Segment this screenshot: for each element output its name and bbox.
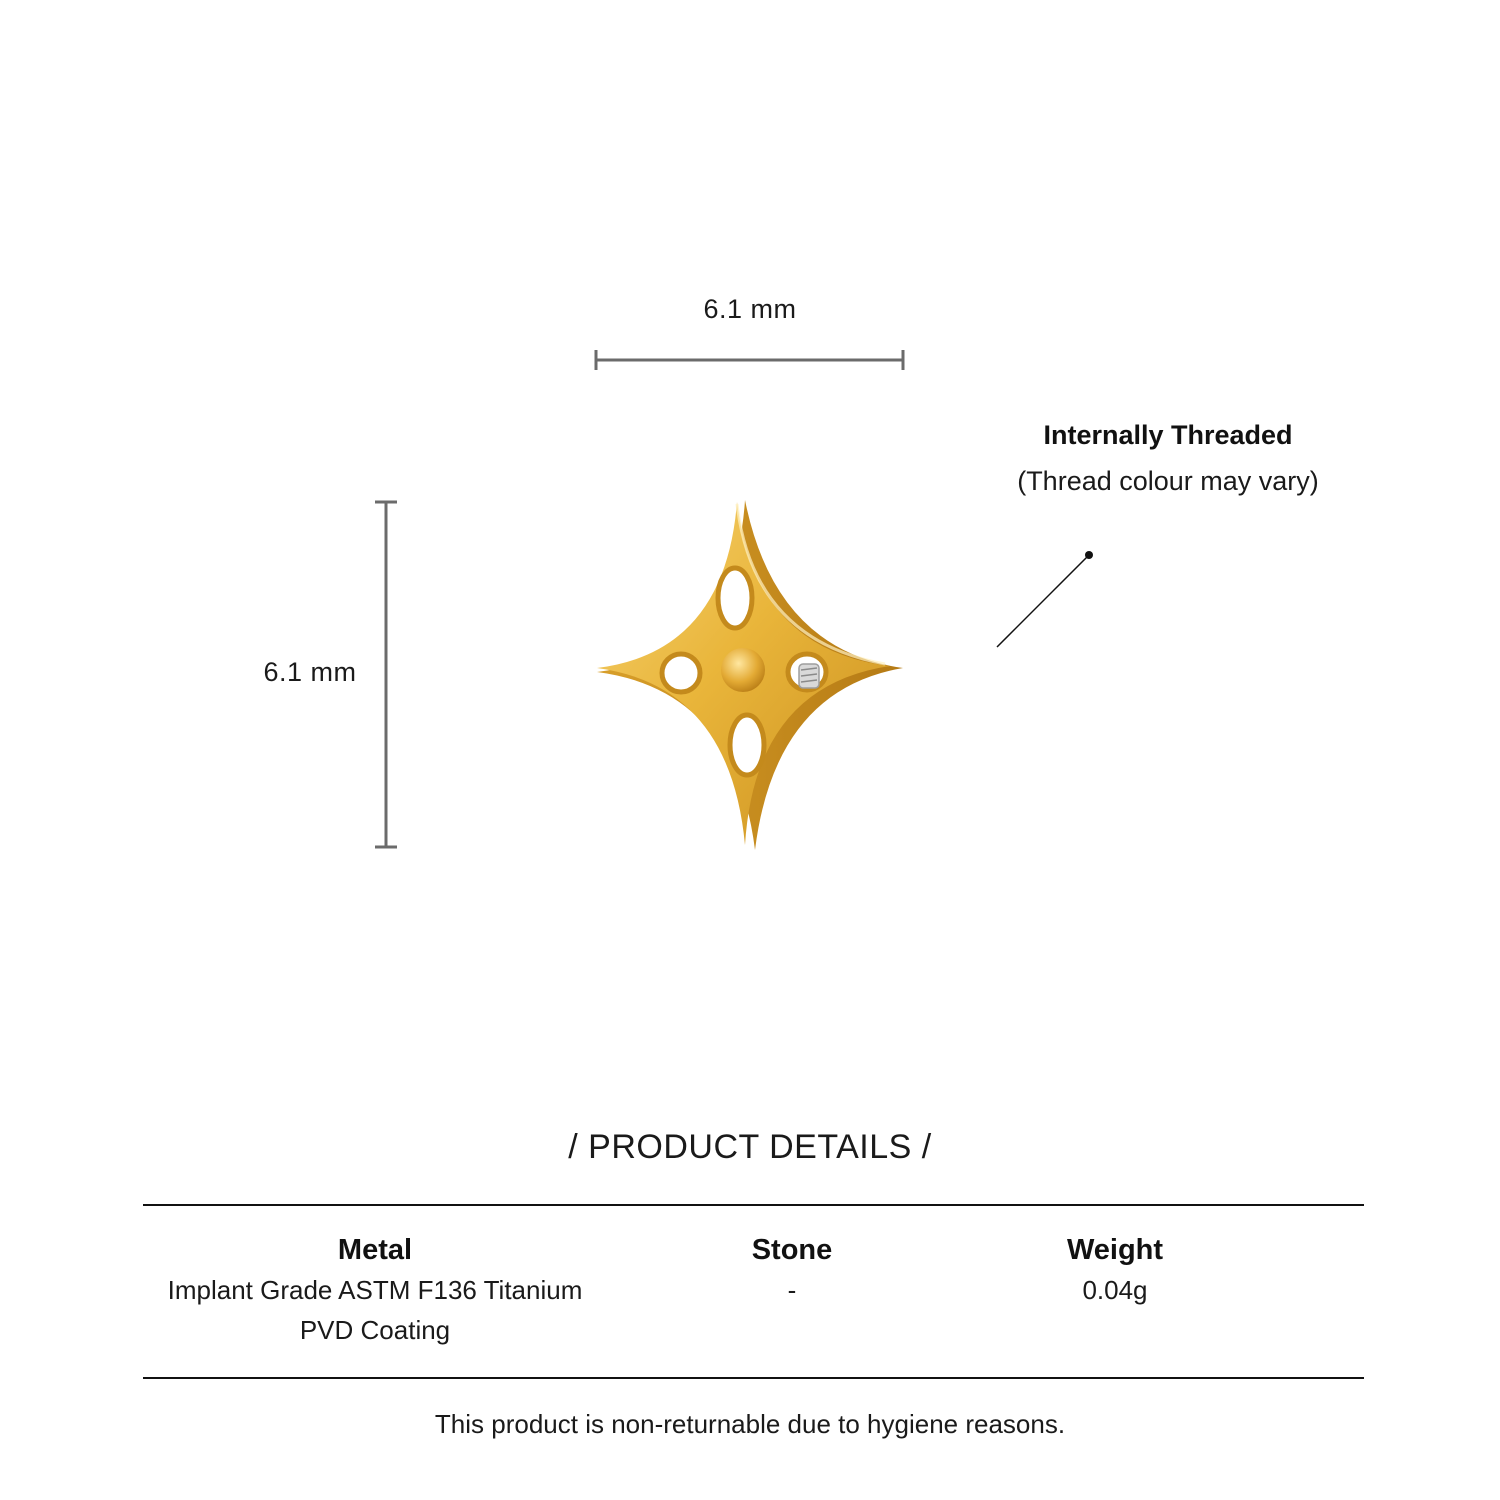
details-top-divider xyxy=(143,1204,1364,1206)
details-column-metal xyxy=(125,1230,625,1350)
metal-header: Metal xyxy=(337,1234,413,1266)
thread-colour-note: (Thread colour may vary) xyxy=(1017,466,1319,496)
height-dimension-line xyxy=(370,497,402,852)
non-returnable-note: This product is non-returnable due to hygiene reasons. xyxy=(434,1409,1066,1439)
stone-value: - xyxy=(787,1275,797,1305)
four-point-star-stud-icon xyxy=(585,490,915,860)
weight-value: 0.04g xyxy=(1082,1275,1148,1305)
height-dimension-label: 6.1 mm xyxy=(263,657,357,687)
details-column-stone xyxy=(642,1230,942,1310)
internally-threaded-title: Internally Threaded xyxy=(1043,420,1293,450)
stone-header: Stone xyxy=(751,1234,833,1266)
callout-pointer-line xyxy=(990,545,1100,655)
width-dimension-line xyxy=(590,345,910,375)
metal-value-line-1: Implant Grade ASTM F136 Titanium xyxy=(167,1275,583,1305)
metal-value-line-2: PVD Coating xyxy=(299,1315,451,1345)
product-details-heading: / PRODUCT DETAILS / xyxy=(568,1128,932,1166)
weight-header: Weight xyxy=(1066,1234,1164,1266)
thread-icon xyxy=(799,664,819,688)
details-bottom-divider xyxy=(143,1377,1364,1379)
width-dimension-label: 6.1 mm xyxy=(703,294,797,324)
details-column-weight xyxy=(965,1230,1265,1310)
